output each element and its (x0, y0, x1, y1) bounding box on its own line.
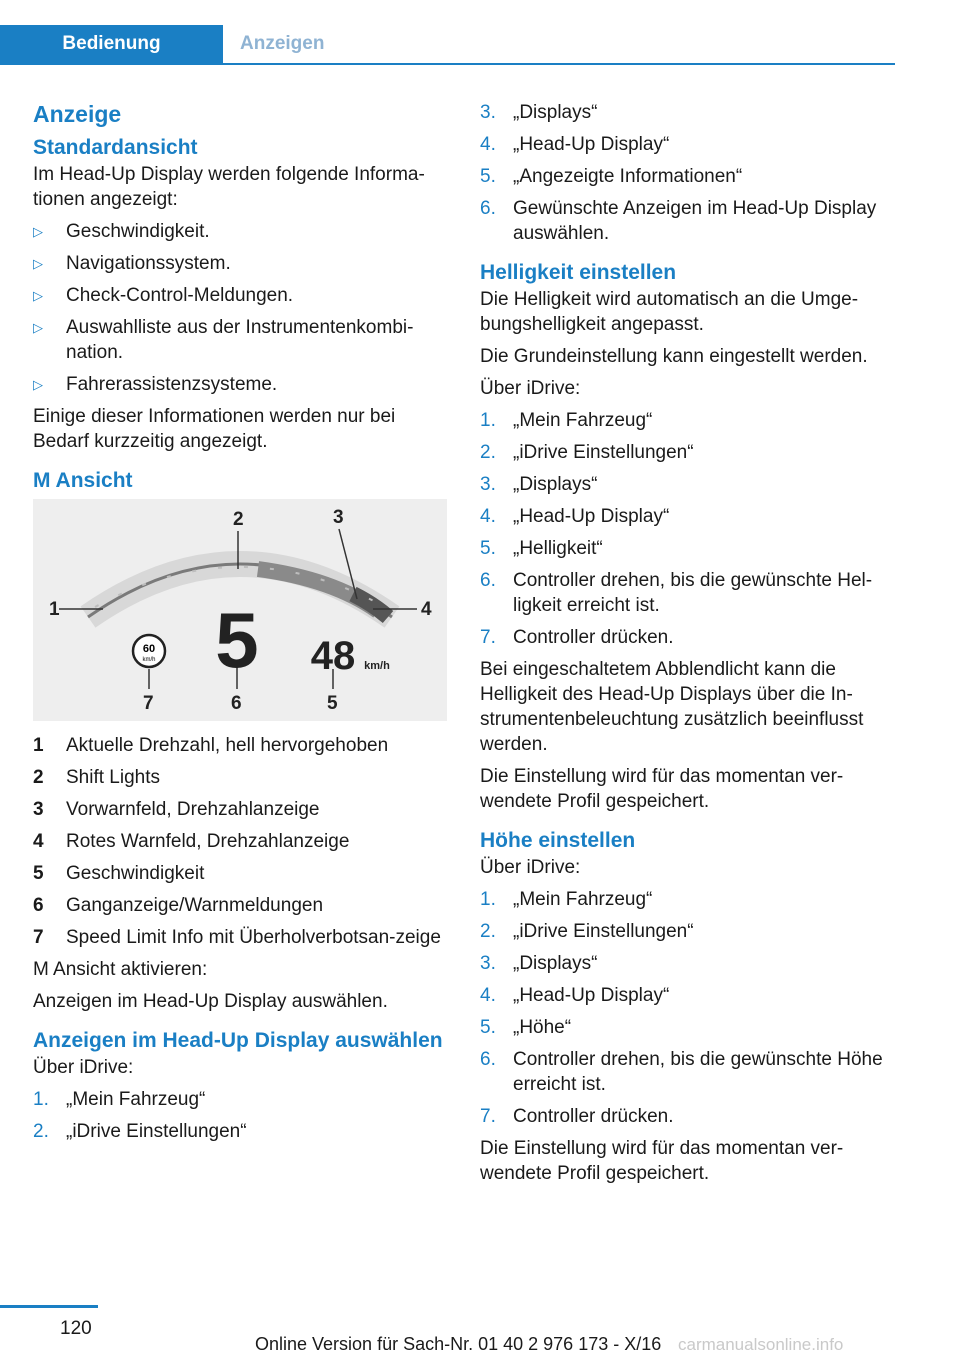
list-item: 6. Gewünschte Anzeigen im Head-Up Display auswählen. (480, 198, 877, 244)
speed-value: 48 (310, 634, 356, 678)
callout-3: 3 (333, 507, 344, 528)
paragraph-kurzzeitig: Einige dieser Informationen werden nur bei Bedarf kurzzeitig angezeigt. (33, 406, 396, 452)
list-item: 4. „Head-Up Display“ (480, 134, 670, 155)
list-item: ▷ Navigationssystem. (33, 253, 231, 274)
heading-m-ansicht: M Ansicht (33, 469, 133, 492)
callout-7: 7 (143, 693, 154, 714)
triangle-bullet-icon: ▷ (33, 224, 43, 239)
paragraph-profil-helligkeit: Die Einstellung wird für das momentan ver-wendete Profil gespeichert. (480, 766, 844, 812)
speed-limit-unit: km/h (142, 657, 156, 663)
list-item: 3. „Displays“ (480, 102, 598, 123)
watermark: carmanualsonline.info (678, 1335, 844, 1354)
list-item: 5. „Helligkeit“ (480, 538, 603, 559)
list-item: 1. „Mein Fahrzeug“ (480, 410, 653, 431)
triangle-bullet-icon: ▷ (33, 288, 43, 303)
list-item: 1. „Mein Fahrzeug“ (33, 1089, 206, 1110)
speed-unit: km/h (364, 660, 390, 672)
callout-5: 5 (327, 693, 338, 714)
list-item: 3. „Displays“ (480, 474, 598, 495)
triangle-bullet-icon: ▷ (33, 256, 43, 271)
list-item: ▷ Fahrerassistenzsysteme. (33, 374, 278, 395)
list-item: ▷ Check-Control-Meldungen. (33, 285, 294, 306)
heading-hoehe: Höhe einstellen (480, 829, 636, 852)
triangle-bullet-icon: ▷ (33, 377, 43, 392)
heading-helligkeit: Helligkeit einstellen (480, 261, 677, 284)
list-item: 6. Controller drehen, bis die gewünschte Höhe erreicht ist. (480, 1049, 883, 1095)
triangle-bullet-icon: ▷ (33, 320, 43, 335)
paragraph-idrive: Über iDrive: (33, 1057, 134, 1078)
speed-limit-value: 60 (142, 643, 156, 655)
list-item: ▷ Auswahlliste aus der Instrumentenkombi-nation. (33, 317, 414, 363)
steps-list-anzeigen (480, 100, 898, 246)
bullet-list (33, 219, 447, 397)
steps-list-hoehe (480, 887, 898, 1129)
callout-1: 1 (49, 599, 60, 620)
list-item: 7. Controller drücken. (480, 627, 674, 648)
list-item: 7. Controller drücken. (480, 1106, 674, 1127)
list-item: 2. „iDrive Einstellungen“ (480, 442, 694, 463)
list-item: 4. „Head-Up Display“ (480, 985, 670, 1006)
list-item: 4. „Head-Up Display“ (480, 506, 670, 527)
list-item: ▷ Geschwindigkeit. (33, 221, 210, 242)
gear-indicator: 5 (215, 596, 259, 684)
legend-item: 3 Vorwarnfeld, Drehzahlanzeige (33, 799, 320, 820)
list-item: 5. „Höhe“ (480, 1017, 572, 1038)
speed-limit-sign (133, 635, 165, 667)
heading-anzeige: Anzeige (33, 101, 122, 127)
paragraph-helligkeit-auto: Die Helligkeit wird automatisch an die Umge-bungshelligkeit angepasst. (480, 289, 859, 335)
figure-legend (33, 733, 447, 950)
list-item: 6. Controller drehen, bis die gewünschte Hel-ligkeit erreicht ist. (480, 570, 873, 616)
heading-standardansicht: Standardansicht (33, 136, 198, 159)
list-item: 3. „Displays“ (480, 953, 598, 974)
steps-list-left (33, 1087, 447, 1144)
paragraph-idrive-hoehe: Über iDrive: (480, 857, 581, 878)
legend-item: 4 Rotes Warnfeld, Drehzahlanzeige (33, 831, 350, 852)
heading-anzeigen-auswaehlen: Anzeigen im Head-Up Display auswählen (33, 1029, 443, 1052)
footer-divider (0, 1305, 98, 1308)
paragraph-profil-hoehe: Die Einstellung wird für das momentan ver-wendete Profil gespeichert. (480, 1138, 844, 1184)
hud-illustration (33, 499, 447, 721)
legend-item: 1 Aktuelle Drehzahl, hell hervorgehoben (33, 735, 389, 756)
paragraph-abblendlicht: Bei eingeschaltetem Abblendlicht kann die Helligkeit des Head-Up Displays über die In-strumentenbeleuchtung zusätzlich beeinflusst werden. (480, 659, 864, 755)
list-item: 2. „iDrive Einstellungen“ (33, 1121, 247, 1142)
callout-4: 4 (421, 599, 432, 620)
tab-bedienung[interactable]: Bedienung (0, 25, 223, 63)
page-header (0, 25, 895, 65)
legend-item: 7 Speed Limit Info mit Überholverbotsan-zeige (33, 927, 441, 948)
footer-version-text: Online Version für Sach-Nr. 01 40 2 976 173 - X/16 (255, 1334, 662, 1354)
callout-6: 6 (231, 693, 242, 714)
paragraph-idrive: Über iDrive: (480, 378, 581, 399)
paragraph-m-select: Anzeigen im Head-Up Display auswählen. (33, 991, 388, 1012)
callout-2: 2 (233, 509, 244, 530)
paragraph-grundeinstellung: Die Grundeinstellung kann eingestellt werden. (480, 346, 868, 367)
page-number: 120 (60, 1318, 92, 1339)
legend-item: 2 Shift Lights (33, 767, 160, 788)
paragraph-m-activate: M Ansicht aktivieren: (33, 959, 208, 980)
list-item: 2. „iDrive Einstellungen“ (480, 921, 694, 942)
steps-list-helligkeit (480, 408, 898, 650)
legend-item: 5 Geschwindigkeit (33, 863, 205, 884)
right-column (480, 100, 898, 1193)
tab-anzeigen[interactable]: Anzeigen (240, 33, 325, 54)
left-column (33, 100, 447, 1151)
hud-m-view-figure (33, 499, 447, 721)
legend-item: 6 Ganganzeige/Warnmeldungen (33, 895, 324, 916)
list-item: 5. „Angezeigte Informationen“ (480, 166, 743, 187)
paragraph-intro: Im Head-Up Display werden folgende Informa-tionen angezeigt: (33, 164, 425, 210)
list-item: 1. „Mein Fahrzeug“ (480, 889, 653, 910)
